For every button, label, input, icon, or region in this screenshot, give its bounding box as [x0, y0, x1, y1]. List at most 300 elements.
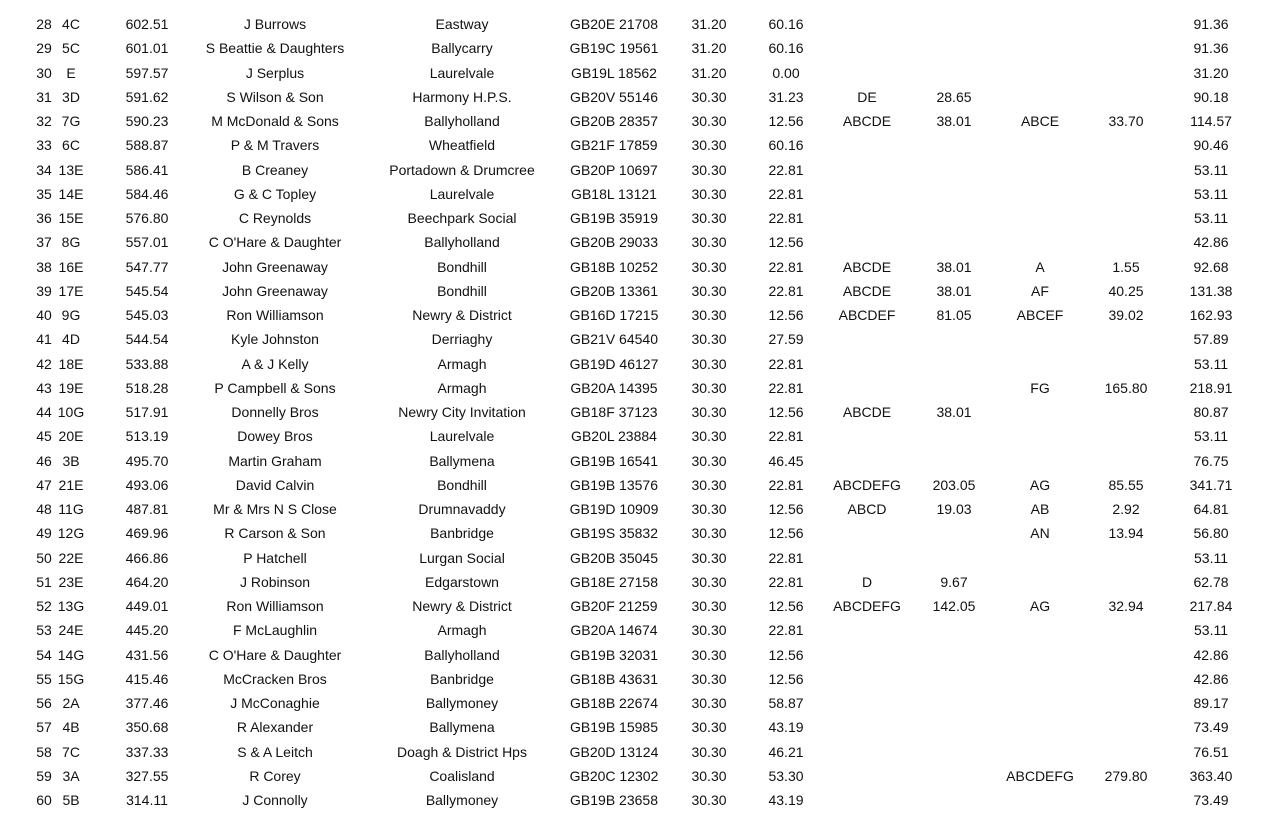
table-row	[0, 85, 1275, 109]
bird-code-cell: 24E	[58, 622, 84, 639]
bird-code-cell: 10G	[57, 404, 85, 420]
competitor-cell: Donnelly Bros	[231, 404, 319, 420]
club-cell: Laurelvale	[429, 185, 495, 202]
bird-code-cell: 11G	[58, 501, 84, 517]
nomination-codes-cell: ABCDE	[842, 258, 892, 275]
ring-number-cell: GB20B 13361	[570, 282, 658, 299]
velocity-cell: 597.57	[125, 64, 169, 81]
club-cell: Bondhill	[437, 476, 487, 493]
nomination-amount-cell: 38.01	[936, 258, 972, 275]
table-row	[0, 376, 1275, 400]
entry-amount-cell: 30.30	[691, 646, 727, 663]
nomination-amount-cell: 28.65	[936, 88, 972, 105]
pool-amount-cell: 279.80	[1104, 767, 1148, 784]
entry-amount-cell: 30.30	[691, 598, 727, 614]
pool-codes-cell: ABCDEFG	[1006, 767, 1074, 784]
bird-code-cell: 2A	[62, 695, 80, 711]
position-cell: 49	[36, 525, 52, 542]
velocity-cell: 487.81	[125, 501, 169, 517]
competitor-cell: P & M Travers	[230, 137, 320, 154]
position-cell: 34	[36, 161, 52, 178]
competitor-cell: C Reynolds	[238, 210, 312, 226]
pool-codes-cell: AB	[1030, 501, 1050, 517]
nomination-amount-cell: 38.01	[936, 404, 972, 420]
club-cell: Ballymena	[429, 719, 495, 736]
position-cell: 41	[36, 331, 52, 348]
total-cell: 162.93	[1189, 307, 1233, 323]
club-cell: Doagh & District Hps	[397, 743, 527, 760]
table-row	[0, 36, 1275, 60]
position-cell: 36	[36, 210, 52, 226]
club-cell: Newry & District	[412, 598, 512, 614]
table-row	[0, 643, 1275, 667]
club-cell: Newry City Invitation	[398, 404, 526, 420]
entry-amount-cell: 30.30	[691, 137, 727, 154]
entry-amount-cell: 30.30	[691, 113, 727, 129]
prize-amount-cell: 12.56	[768, 646, 804, 663]
ring-number-cell: GB20C 12302	[569, 767, 659, 784]
table-row	[0, 715, 1275, 739]
total-cell: 31.20	[1193, 64, 1229, 81]
position-cell: 43	[36, 379, 52, 396]
competitor-cell: Mr & Mrs N S Close	[213, 501, 337, 517]
competitor-cell: B Creaney	[241, 161, 309, 178]
bird-code-cell: 16E	[58, 258, 84, 275]
pool-codes-cell: AN	[1030, 525, 1050, 542]
ring-number-cell: GB19B 23658	[570, 792, 658, 808]
ring-number-cell: GB20L 23884	[571, 428, 657, 445]
bird-code-cell: E	[66, 64, 76, 81]
club-cell: Armagh	[437, 379, 487, 396]
table-row	[0, 12, 1275, 36]
club-cell: Harmony H.P.S.	[412, 88, 512, 105]
prize-amount-cell: 22.81	[768, 622, 804, 639]
table-row	[0, 109, 1275, 133]
ring-number-cell: GB21F 17859	[570, 137, 658, 154]
position-cell: 59	[36, 767, 52, 784]
velocity-cell: 576.80	[125, 210, 169, 226]
table-row	[0, 667, 1275, 691]
ring-number-cell: GB20D 13124	[569, 743, 659, 760]
club-cell: Ballymena	[429, 452, 495, 469]
total-cell: 80.87	[1193, 404, 1229, 420]
position-cell: 52	[36, 598, 52, 614]
competitor-cell: R Corey	[249, 767, 301, 784]
total-cell: 53.11	[1194, 161, 1228, 178]
competitor-cell: R Carson & Son	[224, 525, 326, 542]
velocity-cell: 431.56	[125, 646, 169, 663]
bird-code-cell: 22E	[58, 549, 84, 566]
table-row	[0, 400, 1275, 424]
bird-code-cell: 3A	[62, 767, 80, 784]
position-cell: 39	[36, 282, 52, 299]
pool-codes-cell: FG	[1030, 379, 1050, 396]
ring-number-cell: GB19C 19561	[569, 40, 659, 57]
nomination-codes-cell: ABCDE	[842, 113, 892, 129]
club-cell: Beechpark Social	[407, 210, 517, 226]
nomination-amount-cell: 203.05	[932, 476, 976, 493]
prize-amount-cell: 60.16	[768, 16, 804, 32]
velocity-cell: 586.41	[125, 161, 169, 178]
position-cell: 40	[36, 307, 52, 323]
prize-amount-cell: 22.81	[768, 355, 804, 372]
position-cell: 53	[36, 622, 52, 639]
total-cell: 91.36	[1193, 40, 1229, 57]
prize-amount-cell: 31.23	[768, 88, 804, 105]
nomination-codes-cell: ABCDE	[842, 282, 892, 299]
entry-amount-cell: 30.30	[691, 210, 727, 226]
ring-number-cell: GB18L 13121	[571, 185, 657, 202]
prize-amount-cell: 43.19	[768, 792, 804, 808]
ring-number-cell: GB19B 15985	[570, 719, 658, 736]
club-cell: Newry & District	[412, 307, 512, 323]
velocity-cell: 602.51	[125, 16, 169, 32]
prize-amount-cell: 22.81	[768, 185, 804, 202]
total-cell: 73.49	[1193, 719, 1229, 736]
table-row	[0, 352, 1275, 376]
table-row	[0, 230, 1275, 254]
nomination-codes-cell: ABCDEF	[838, 307, 896, 323]
table-row	[0, 497, 1275, 521]
bird-code-cell: 13E	[58, 161, 84, 178]
entry-amount-cell: 30.30	[691, 428, 727, 445]
prize-amount-cell: 22.81	[768, 476, 804, 493]
nomination-amount-cell: 81.05	[936, 307, 972, 323]
prize-amount-cell: 22.81	[768, 428, 804, 445]
nomination-amount-cell: 38.01	[936, 282, 972, 299]
entry-amount-cell: 30.30	[691, 88, 727, 105]
prize-amount-cell: 12.56	[768, 113, 804, 129]
ring-number-cell: GB18E 27158	[570, 573, 658, 590]
prize-amount-cell: 12.56	[768, 234, 804, 251]
club-cell: Armagh	[437, 622, 487, 639]
nomination-codes-cell: ABCDEFG	[833, 476, 901, 493]
nomination-codes-cell: D	[861, 573, 873, 590]
prize-amount-cell: 12.56	[768, 598, 804, 614]
table-row	[0, 206, 1275, 230]
competitor-cell: R Alexander	[236, 719, 314, 736]
club-cell: Banbridge	[430, 525, 494, 542]
total-cell: 73.49	[1193, 792, 1229, 808]
entry-amount-cell: 30.30	[691, 670, 727, 687]
table-row	[0, 303, 1275, 327]
velocity-cell: 591.62	[125, 88, 169, 105]
ring-number-cell: GB18B 10252	[570, 258, 658, 275]
club-cell: Edgarstown	[425, 573, 499, 590]
competitor-cell: S Beattie & Daughters	[205, 40, 345, 57]
club-cell: Ballyholland	[424, 113, 500, 129]
club-cell: Laurelvale	[429, 428, 495, 445]
competitor-cell: J McConaghie	[230, 695, 320, 711]
bird-code-cell: 3D	[62, 88, 80, 105]
table-row	[0, 424, 1275, 448]
competitor-cell: David Calvin	[235, 476, 315, 493]
entry-amount-cell: 30.30	[691, 331, 727, 348]
velocity-cell: 415.46	[125, 670, 169, 687]
position-cell: 38	[36, 258, 52, 275]
competitor-cell: Dowey Bros	[237, 428, 313, 445]
club-cell: Derriaghy	[431, 331, 493, 348]
entry-amount-cell: 31.20	[691, 64, 727, 81]
velocity-cell: 493.06	[125, 476, 169, 493]
competitor-cell: John Greenaway	[222, 258, 328, 275]
entry-amount-cell: 30.30	[691, 719, 727, 736]
club-cell: Ballymoney	[425, 792, 499, 808]
entry-amount-cell: 30.30	[691, 501, 727, 517]
pool-codes-cell: AG	[1029, 598, 1051, 614]
competitor-cell: F McLaughlin	[232, 622, 318, 639]
pool-amount-cell: 1.55	[1112, 258, 1140, 275]
ring-number-cell: GB20V 55146	[570, 88, 658, 105]
position-cell: 31	[36, 88, 52, 105]
table-row	[0, 279, 1275, 303]
pool-amount-cell: 40.25	[1108, 282, 1144, 299]
position-cell: 47	[36, 476, 52, 493]
competitor-cell: J Serplus	[245, 64, 305, 81]
club-cell: Ballyholland	[424, 234, 500, 251]
position-cell: 55	[36, 670, 52, 687]
position-cell: 58	[36, 743, 52, 760]
pool-codes-cell: AG	[1029, 476, 1051, 493]
velocity-cell: 590.23	[125, 113, 169, 129]
competitor-cell: C O'Hare & Daughter	[208, 234, 342, 251]
total-cell: 42.86	[1193, 234, 1229, 251]
entry-amount-cell: 30.30	[691, 307, 727, 323]
competitor-cell: Ron Williamson	[226, 598, 324, 614]
prize-amount-cell: 46.21	[768, 743, 804, 760]
competitor-cell: John Greenaway	[222, 282, 328, 299]
table-row	[0, 473, 1275, 497]
table-row	[0, 133, 1275, 157]
table-row	[0, 255, 1275, 279]
position-cell: 37	[36, 234, 52, 251]
position-cell: 46	[36, 452, 52, 469]
entry-amount-cell: 30.30	[691, 476, 727, 493]
ring-number-cell: GB19B 13576	[570, 476, 658, 493]
total-cell: 53.11	[1194, 185, 1228, 202]
total-cell: 53.11	[1194, 428, 1228, 445]
total-cell: 56.80	[1193, 525, 1229, 542]
table-row	[0, 740, 1275, 764]
velocity-cell: 513.19	[125, 428, 169, 445]
total-cell: 90.18	[1193, 88, 1229, 105]
club-cell: Ballycarry	[431, 40, 493, 57]
prize-amount-cell: 12.56	[768, 670, 804, 687]
bird-code-cell: 13G	[57, 598, 85, 614]
velocity-cell: 547.77	[125, 258, 169, 275]
prize-amount-cell: 12.56	[768, 307, 804, 323]
table-row	[0, 764, 1275, 788]
velocity-cell: 545.03	[125, 307, 169, 323]
competitor-cell: C O'Hare & Daughter	[208, 646, 342, 663]
table-row	[0, 691, 1275, 715]
table-row	[0, 546, 1275, 570]
total-cell: 42.86	[1193, 670, 1229, 687]
position-cell: 48	[36, 501, 52, 517]
ring-number-cell: GB19B 35919	[570, 210, 658, 226]
entry-amount-cell: 30.30	[691, 161, 727, 178]
ring-number-cell: GB20F 21259	[570, 598, 658, 614]
prize-amount-cell: 22.81	[768, 161, 804, 178]
total-cell: 53.11	[1194, 210, 1228, 226]
velocity-cell: 517.91	[125, 404, 169, 420]
total-cell: 131.38	[1189, 282, 1233, 299]
position-cell: 57	[36, 719, 52, 736]
bird-code-cell: 5C	[62, 40, 80, 57]
total-cell: 76.75	[1193, 452, 1229, 469]
club-cell: Portadown & Drumcree	[389, 161, 535, 178]
entry-amount-cell: 30.30	[691, 622, 727, 639]
position-cell: 50	[36, 549, 52, 566]
competitor-cell: Martin Graham	[228, 452, 322, 469]
velocity-cell: 495.70	[125, 452, 169, 469]
competitor-cell: Kyle Johnston	[231, 331, 319, 348]
bird-code-cell: 14E	[58, 185, 84, 202]
bird-code-cell: 4D	[62, 331, 80, 348]
competitor-cell: McCracken Bros	[223, 670, 327, 687]
position-cell: 33	[36, 137, 52, 154]
total-cell: 89.17	[1193, 695, 1229, 711]
pool-codes-cell: ABCE	[1020, 113, 1060, 129]
position-cell: 42	[36, 355, 52, 372]
entry-amount-cell: 30.30	[691, 525, 727, 542]
position-cell: 56	[36, 695, 52, 711]
ring-number-cell: GB20A 14395	[570, 379, 658, 396]
position-cell: 51	[36, 573, 52, 590]
position-cell: 54	[36, 646, 52, 663]
bird-code-cell: 3B	[62, 452, 80, 469]
entry-amount-cell: 30.30	[691, 234, 727, 251]
ring-number-cell: GB21V 64540	[570, 331, 658, 348]
position-cell: 30	[36, 64, 52, 81]
nomination-amount-cell: 19.03	[936, 501, 972, 517]
bird-code-cell: 23E	[58, 573, 84, 590]
entry-amount-cell: 30.30	[691, 452, 727, 469]
entry-amount-cell: 30.30	[691, 792, 727, 808]
competitor-cell: G & C Topley	[233, 185, 317, 202]
ring-number-cell: GB19B 32031	[570, 646, 658, 663]
table-row	[0, 449, 1275, 473]
club-cell: Banbridge	[430, 670, 494, 687]
total-cell: 76.51	[1193, 743, 1229, 760]
prize-amount-cell: 53.30	[768, 767, 804, 784]
total-cell: 62.78	[1193, 573, 1229, 590]
ring-number-cell: GB19D 46127	[569, 355, 659, 372]
competitor-cell: Ron Williamson	[226, 307, 324, 323]
prize-amount-cell: 12.56	[768, 404, 804, 420]
results-table	[0, 12, 1275, 812]
competitor-cell: A & J Kelly	[241, 355, 309, 372]
bird-code-cell: 19E	[58, 379, 84, 396]
table-row	[0, 521, 1275, 545]
velocity-cell: 337.33	[125, 743, 169, 760]
nomination-amount-cell: 142.05	[932, 598, 976, 614]
ring-number-cell: GB18F 37123	[570, 404, 658, 420]
bird-code-cell: 14G	[57, 646, 85, 663]
bird-code-cell: 5B	[62, 792, 80, 808]
competitor-cell: S Wilson & Son	[226, 88, 324, 105]
position-cell: 44	[36, 404, 52, 420]
total-cell: 90.46	[1193, 137, 1229, 154]
competitor-cell: M McDonald & Sons	[211, 113, 339, 129]
club-cell: Drumnavaddy	[418, 501, 506, 517]
club-cell: Ballymoney	[425, 695, 499, 711]
ring-number-cell: GB16D 17215	[569, 307, 659, 323]
velocity-cell: 449.01	[125, 598, 169, 614]
ring-number-cell: GB19D 10909	[569, 501, 659, 517]
total-cell: 42.86	[1193, 646, 1229, 663]
bird-code-cell: 15G	[57, 670, 85, 687]
total-cell: 217.84	[1189, 598, 1233, 614]
prize-amount-cell: 60.16	[768, 137, 804, 154]
nomination-codes-cell: DE	[857, 88, 877, 105]
prize-amount-cell: 12.56	[768, 525, 804, 542]
velocity-cell: 533.88	[125, 355, 169, 372]
table-row	[0, 61, 1275, 85]
club-cell: Bondhill	[437, 258, 487, 275]
prize-amount-cell: 43.19	[768, 719, 804, 736]
nomination-amount-cell: 38.01	[936, 113, 972, 129]
pool-codes-cell: ABCEF	[1016, 307, 1064, 323]
velocity-cell: 327.55	[125, 767, 169, 784]
ring-number-cell: GB20A 14674	[570, 622, 658, 639]
table-row	[0, 618, 1275, 642]
club-cell: Laurelvale	[429, 64, 495, 81]
nomination-codes-cell: ABCDEFG	[833, 598, 901, 614]
prize-amount-cell: 12.56	[768, 501, 804, 517]
velocity-cell: 584.46	[125, 185, 169, 202]
velocity-cell: 314.11	[126, 792, 168, 808]
position-cell: 28	[36, 16, 52, 32]
velocity-cell: 466.86	[125, 549, 169, 566]
pool-amount-cell: 2.92	[1112, 501, 1140, 517]
ring-number-cell: GB20B 35045	[570, 549, 658, 566]
club-cell: Lurgan Social	[419, 549, 505, 566]
prize-amount-cell: 22.81	[768, 379, 804, 396]
table-row	[0, 570, 1275, 594]
competitor-cell: J Burrows	[243, 16, 307, 32]
pool-codes-cell: AF	[1031, 282, 1049, 299]
velocity-cell: 601.01	[125, 40, 169, 57]
pool-amount-cell: 13.94	[1108, 525, 1144, 542]
pool-amount-cell: 165.80	[1104, 379, 1148, 396]
nomination-amount-cell: 9.67	[940, 573, 968, 590]
prize-amount-cell: 22.81	[768, 573, 804, 590]
table-row	[0, 594, 1275, 618]
entry-amount-cell: 30.30	[691, 767, 727, 784]
prize-amount-cell: 0.00	[772, 64, 800, 81]
ring-number-cell: GB20P 10697	[570, 161, 658, 178]
pool-amount-cell: 32.94	[1108, 598, 1144, 614]
competitor-cell: J Robinson	[239, 573, 311, 590]
bird-code-cell: 20E	[58, 428, 84, 445]
velocity-cell: 545.54	[125, 282, 169, 299]
total-cell: 64.81	[1193, 501, 1229, 517]
pool-codes-cell: A	[1035, 258, 1045, 275]
bird-code-cell: 8G	[61, 234, 81, 251]
total-cell: 341.71	[1189, 476, 1233, 493]
prize-amount-cell: 58.87	[768, 695, 804, 711]
ring-number-cell: GB20B 28357	[570, 113, 658, 129]
entry-amount-cell: 30.30	[691, 549, 727, 566]
total-cell: 53.11	[1194, 622, 1228, 639]
velocity-cell: 464.20	[125, 573, 169, 590]
prize-amount-cell: 22.81	[768, 282, 804, 299]
total-cell: 92.68	[1193, 258, 1229, 275]
total-cell: 114.57	[1190, 113, 1232, 129]
pool-amount-cell: 85.55	[1108, 476, 1144, 493]
prize-amount-cell: 27.59	[768, 331, 804, 348]
